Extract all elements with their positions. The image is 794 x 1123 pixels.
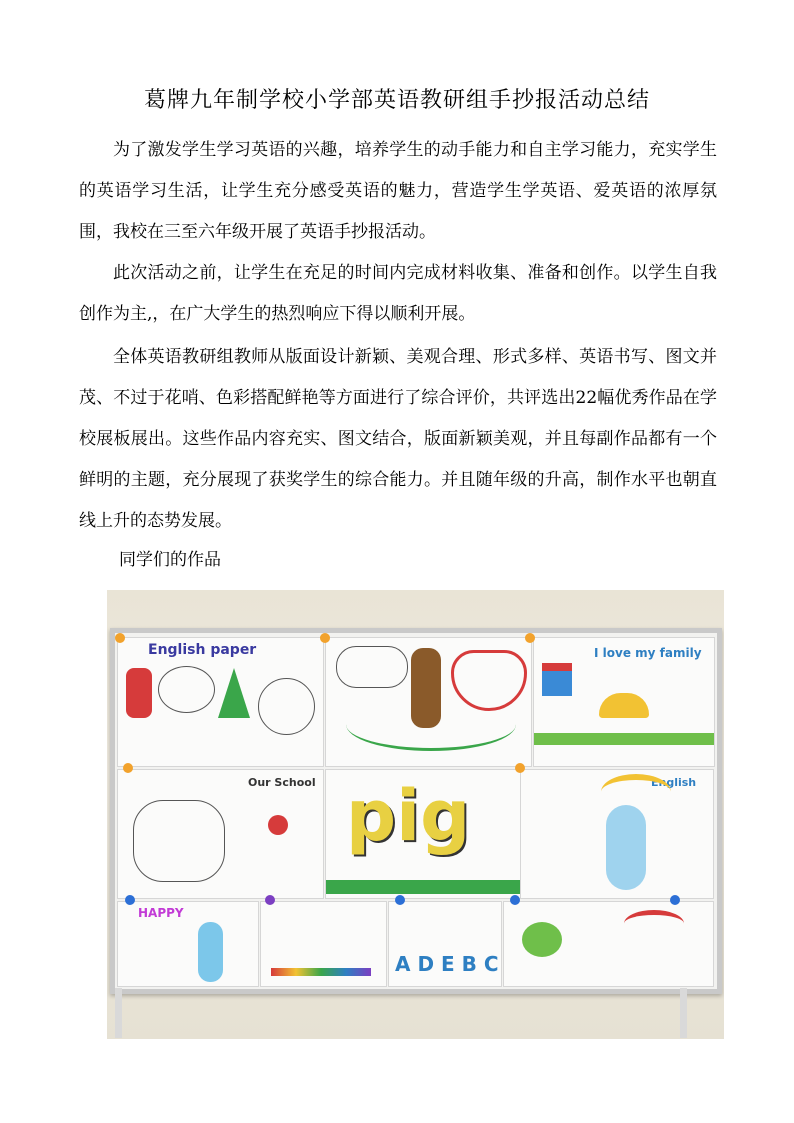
stand-leg-left [115, 988, 122, 1038]
board-stand [115, 988, 711, 1038]
poster-label-our-school: Our School [248, 776, 316, 789]
pin-8 [395, 895, 405, 905]
poster-happy [117, 901, 259, 987]
pin-2 [320, 633, 330, 643]
flower-drawing [268, 815, 288, 835]
pin-6 [125, 895, 135, 905]
rainbow-strip [271, 968, 371, 976]
poster-label-letters: A D E B C [395, 952, 499, 976]
poster-label-love-family: I love my family [594, 646, 702, 660]
poster-girl-heart [325, 637, 532, 767]
vine-drawing [346, 698, 516, 751]
tree-drawing-2 [522, 922, 562, 957]
cloud-frame [133, 800, 225, 882]
text-bubble [158, 666, 215, 713]
paragraph-evaluation: 全体英语教研组教师从版面设计新颖、美观合理、形式多样、英语书写、图文并茂、不过于花哨、色彩搭配鲜艳等方面进行了综合评价，共评选出22幅优秀作品在学校展板展出。这些作品内容充实、图文结合，版面新颖美观，并且每副作品都有一个鲜明的主题，充分展现了获奖学生的综合能力。并且随年级的升高，制作水平也朝直线上升的态势发展。 [79, 347, 717, 531]
poster-english-rainbow [520, 769, 714, 899]
pin-4 [123, 763, 133, 773]
grass-border [326, 880, 526, 894]
pin-1 [115, 633, 125, 643]
bubble-2 [258, 678, 315, 735]
stream-drawing [198, 922, 223, 982]
pin-5 [515, 763, 525, 773]
santa-drawing [126, 668, 152, 718]
pin-10 [670, 895, 680, 905]
stand-leg-right [680, 988, 687, 1038]
poster-label-english2: English [651, 776, 697, 789]
rainbow-drawing-2 [624, 910, 684, 937]
river-drawing [606, 805, 646, 890]
poster-alphabet [260, 901, 387, 987]
display-board [110, 628, 722, 994]
poster-label-happy: HAPPY [138, 906, 184, 920]
photo-caption: 同学们的作品 [119, 550, 221, 570]
poster-love-family [533, 637, 715, 767]
poster-letters [388, 901, 502, 987]
pin-7 [265, 895, 275, 905]
rainbow-drawing [601, 774, 671, 810]
poster-label-english-paper: English paper [148, 642, 257, 658]
cloud-drawing [336, 646, 408, 688]
pin-9 [510, 895, 520, 905]
document-title: 葛牌九年制学校小学部英语教研组手抄报活动总结 [143, 88, 650, 113]
mushroom-drawing [599, 693, 649, 718]
paragraph-preparation: 此次活动之前，让学生在充足的时间内完成材料收集、准备和创作。以学生自我创作为主,，在广大学生的热烈响应下得以顺利开展。 [79, 263, 717, 324]
poster-tree-rainbow [503, 901, 714, 987]
poster-our-school [117, 769, 324, 899]
exhibition-photo [107, 590, 724, 1039]
grass-strip [534, 733, 714, 745]
pin-3 [525, 633, 535, 643]
poster-pig [325, 769, 527, 899]
poster-label-pig: pig [346, 775, 471, 857]
poster-english-paper [117, 637, 324, 767]
paragraph-intro: 为了激发学生学习英语的兴趣，培养学生的动手能力和自主学习能力，充实学生的英语学习生活，让学生充分感受英语的魅力，营造学生学英语、爱英语的浓厚氛围，我校在三至六年级开展了英语手抄报活动。 [79, 140, 717, 242]
tree-drawing [218, 668, 250, 718]
house-drawing [542, 663, 572, 696]
